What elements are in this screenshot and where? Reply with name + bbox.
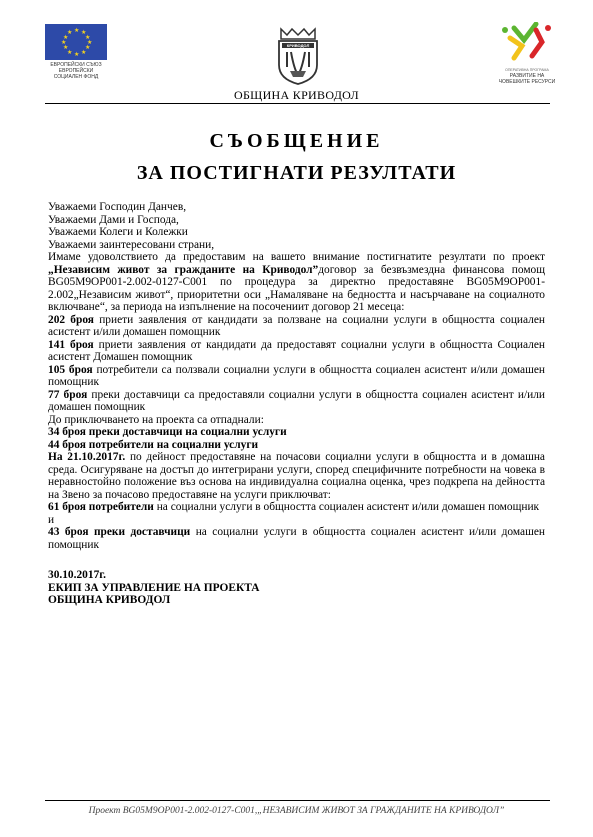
conjunction: и xyxy=(48,513,55,526)
greeting-line: Уважаеми заинтересовани страни, xyxy=(48,238,215,251)
hr-program-icon xyxy=(496,22,558,62)
greeting-line: Уважаеми Господин Данчев, xyxy=(48,201,187,213)
signature-date: 30.10.2017г. xyxy=(48,569,106,581)
eu-esf-logo xyxy=(45,24,107,80)
result-item: 202 броя приети заявления от кандидати за ползване на социални услуги в общността социален асистент и/или домашен помощник xyxy=(48,313,546,338)
result-item: 105 броя потребители са ползвали социални услуги в общността социален асистент и/или домашен помощник xyxy=(48,363,545,388)
document-header xyxy=(0,0,593,112)
document-subtitle: ЗА ПОСТИГНАТИ РЕЗУЛТАТИ xyxy=(136,162,457,184)
eu-flag-icon: ★ ★ ★ ★ ★ ★ ★ ★ ★ ★ ★ ★ xyxy=(45,24,107,60)
final-result-item: 43 броя преки доставчици на социални услуги в общността социален асистент и/или домашен помощник xyxy=(48,526,545,551)
dropout-item: 34 броя преки доставчици на социални услуги xyxy=(48,426,287,438)
svg-text:КРИВОДОЛ: КРИВОДОЛ xyxy=(286,43,310,48)
dropout-intro: До приключването на проекта са отпаднали: xyxy=(48,413,264,426)
hr-logo-text: ОПЕРАТИВНА ПРОГРАМА РАЗВИТИЕ НА ЧОВЕШКИТЕ РЕСУРСИ xyxy=(498,68,556,85)
greeting-line: Уважаеми Колеги и Колежки xyxy=(48,226,188,238)
result-item: 77 броя преки доставчици са предоставяли социални услуги в общността социален асистент и/или домашен помощник xyxy=(48,388,545,413)
document-body xyxy=(48,201,545,607)
final-result-item: 61 броя потребители на социални услуги в общността социален асистент и/или домашен помощник xyxy=(48,501,540,513)
footer-divider xyxy=(45,800,550,801)
hr-development-logo xyxy=(496,22,558,85)
greeting-line: Уважаеми Дами и Господа, xyxy=(48,213,179,226)
completion-paragraph: На 21.10.2017г. по дейност предоставяне на почасови социални услуги в общността и в домашна среда. Осигуряване на достъп до интегрирани услуги, според специфичните потребности на човека в неравностойно положение въз основа на индивидуална социална оценка, чрез подкрепа на дейността на Звено за почасово предоставяне на услуги приключват: xyxy=(48,451,545,501)
municipality-name: ОБЩИНА КРИВОДОЛ xyxy=(234,88,359,102)
signature-municipality: ОБЩИНА КРИВОДОЛ xyxy=(48,594,171,606)
document-title: СЪОБЩЕНИЕ xyxy=(209,130,384,152)
result-item: 141 броя приети заявления от кандидати да предоставят социални услуги в общността Социален асистент Домашен помощник xyxy=(48,338,546,363)
intro-paragraph: Имаме удоволствието да предоставим на вашето внимание постигнатите резултати по проект „Независим живот за гражданите на Криводол”договор за безвъзмездна финансова помощ BG05M9OP001-2.002-0127-C001 по процедура за директно предоставяне BG05M9OP001-2.002„Независим живот“, приоритетни оси „Намаляване на бедността и насърчаване на социалното включване“, за периода на изпълнение на посочениит договор 21 месеца: xyxy=(48,251,545,313)
krivodol-crest-icon xyxy=(275,27,321,85)
signature-team: ЕКИП ЗА УПРАВЛЕНИЕ НА ПРОЕКТА xyxy=(48,581,260,594)
page-footer: Проект BG05M9OP001-2.002-0127-C001,„НЕЗАВИСИМ ЖИВОТ ЗА ГРАЖДАНИТЕ НА КРИВОДОЛ” xyxy=(88,806,505,816)
dropout-item: 44 броя потребители на социални услуги xyxy=(48,438,259,451)
header-divider xyxy=(45,103,550,104)
eu-logo-text: ЕВРОПЕЙСКИ СЪЮЗ ЕВРОПЕЙСКИ СОЦИАЛЕН ФОНД xyxy=(50,62,102,80)
